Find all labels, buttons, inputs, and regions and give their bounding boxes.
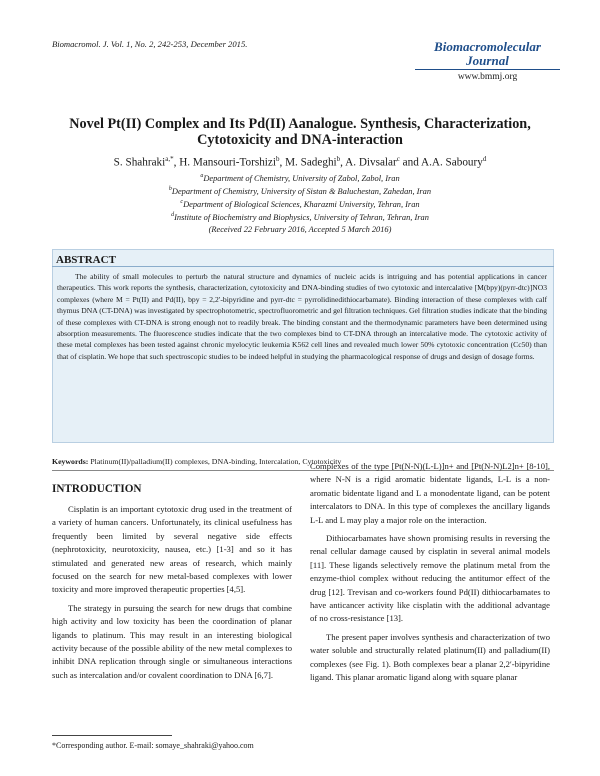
author-affil-mark: d [482, 155, 487, 163]
corresponding-author-footnote: *Corresponding author. E-mail: somaye_shahraki@yahoo.com [52, 741, 254, 750]
received-dates: (Received 22 February 2016, Accepted 5 March 2016) [208, 225, 392, 234]
affiliation-text: Institute of Biochemistry and Biophysics, University of Tehran, Tehran, Iran [174, 212, 429, 222]
journal-logo [415, 40, 560, 83]
affiliation [60, 212, 540, 222]
journal-citation: Biomacromol. J. Vol. 1, No. 2, 242-253, December 2015. [52, 39, 248, 49]
author-separator: and [399, 156, 421, 169]
abstract-text: The ability of small molecules to perturb the natural structure and dynamics of nucleic acids is intriguing and has potential applications in cancer therapeutics. This work reports the synthesis, characterization, cytotoxicity and DNA-binding studies of two cytotoxic and intercalative [M(bpy)(pyrr-dtc)]NO3 complexes (where M = Pt(II) and Pd(II), bpy = 2,2′-bipyridine and pyrr-dtc = pyrrolidinedithiocarbamate). Binding interaction of these complexes with calf thymus DNA (CT-DNA) was investigated by spectrophotometric, spectrofluorometric and gel filtration techniques. Gel filtration studies indicate that the binding of these complexes with CT-DNA is strong enough not to readily break. The binding constant and the thermodynamic parameters have been determined using absorption measurements. The fluorescence studies indicate that the two complexes bind to CT-DNA through an intercalative mode. The cytotoxic activity of these metal complexes has been tested against chronic myelocytic leukemia K562 cell lines and revealed much lower 50% cytotoxic concentration (Cc50) than that of cisplatin. We hope that such spectroscopic studies to be indeed helpful in studying the pharmacological response of drugs and design of dosage forms. [57, 272, 547, 361]
keywords-label: Keywords: [52, 457, 89, 466]
affiliation [60, 199, 540, 209]
right-column [310, 460, 550, 690]
body-paragraph: Dithiocarbamates have shown promising results in reversing the renal cellular damage caused by cisplatin in several animal models [11]. These ligands selectively remove the platinum metal from the enzyme-thiol complex without reducing the antitumor effect of the drug [12]. Trevisan and co-workers found Pd(II) dithiocarbamates to have anticancer activity like cisplatin with the additional advantage of no cross-resistance [13]. [310, 533, 550, 624]
journal-divider [415, 69, 560, 70]
affiliation-text: Department of Chemistry, University of Zabol, Zabol, Iran [203, 173, 400, 183]
left-column [52, 503, 292, 687]
author-name: S. Shahraki [113, 156, 166, 169]
affiliation [60, 186, 540, 196]
keywords-text: Platinum(II)/palladium(II) complexes, DNA-binding, Intercalation, Cytotoxicity [90, 457, 342, 466]
author-affil-mark: b [336, 155, 341, 163]
paper-title: Novel Pt(II) Complex and Its Pd(II) Aanalogue. Synthesis, Characterization, Cytotoxicity and DNA-interaction [69, 116, 531, 148]
section-heading: INTRODUCTION [52, 483, 142, 495]
footnote-divider [52, 735, 172, 736]
author-separator: , [340, 156, 346, 169]
author-name: A. Divsalar [345, 156, 397, 169]
journal-name-line2: Journal [466, 53, 509, 68]
author-separator: , [279, 156, 286, 169]
journal-name-line1: Biomacromolecular [434, 39, 541, 54]
author-name: M. Sadeghi [285, 156, 337, 169]
author-affil-mark: a, [165, 155, 171, 163]
body-paragraph: The strategy in pursuing the search for new drugs that combine high activity and low toxicity has been the coordination of planar ligands to platinum. This may result in an interesting biological activity because of the possible ability of the new metal complexes to inhibit DNA replication through single or simultaneous interactions such as intercalation and/or covalent coordination to DNA [6,7]. [52, 602, 292, 680]
author-name: A.A. Saboury [420, 156, 483, 169]
author-affil-mark: c [396, 155, 400, 163]
affiliation-mark: a [200, 173, 204, 179]
journal-url[interactable]: www.bmmj.org [457, 72, 518, 82]
affiliation-text: Department of Biological Sciences, Kharazmi University, Tehran, Iran [183, 199, 420, 209]
author-affil-mark: b [275, 155, 280, 163]
abstract-divider [52, 266, 554, 267]
affiliation-mark: c [180, 199, 184, 205]
corresponding-mark: * [170, 155, 174, 163]
body-paragraph: Complexes of the type [Pt(N-N)(L-L)]n+ and [Pt(N-N)L2]n+ [8-10], where N-N is a rigid aromatic bidentate ligands, L-L is a non-aromatic bidentate ligand and L a monodentate ligand, can be potent intercalators to DNA. In this type of complexes the ancillary ligands L-L and L may play a major role on the interaction. [310, 461, 550, 525]
body-paragraph: Cisplatin is an important cytotoxic drug used in the treatment of a variety of human cancers. Unfortunately, its clinical usefulness has frequently been limited by several negative side effects (nephrotoxicity, neurotoxicity, nausea, etc.) [1-3] and so it has stimulated and generated new areas of research, which mainly focused on the search for new metal-based complexes with lower toxicity and more improved therapeutic properties [4,5]. [52, 504, 292, 595]
affiliation-mark: d [171, 212, 175, 218]
affiliation [60, 173, 540, 183]
abstract-heading: ABSTRACT [56, 254, 116, 266]
affiliation-mark: b [168, 186, 172, 192]
author-name: H. Mansouri-Torshizi [179, 156, 276, 169]
author-list [60, 155, 540, 169]
affiliation-text: Department of Chemistry, University of Sistan & Baluchestan, Zahedan, Iran [171, 186, 432, 196]
body-paragraph: The present paper involves synthesis and characterization of two water soluble and structurally related platinum(II) and palladium(II) complexes (see Fig. 1). Both complexes bear a planar 2,2′-bipyridine ligand. This planar aromatic ligand along with square planar [310, 631, 550, 683]
author-separator: , [173, 156, 180, 169]
